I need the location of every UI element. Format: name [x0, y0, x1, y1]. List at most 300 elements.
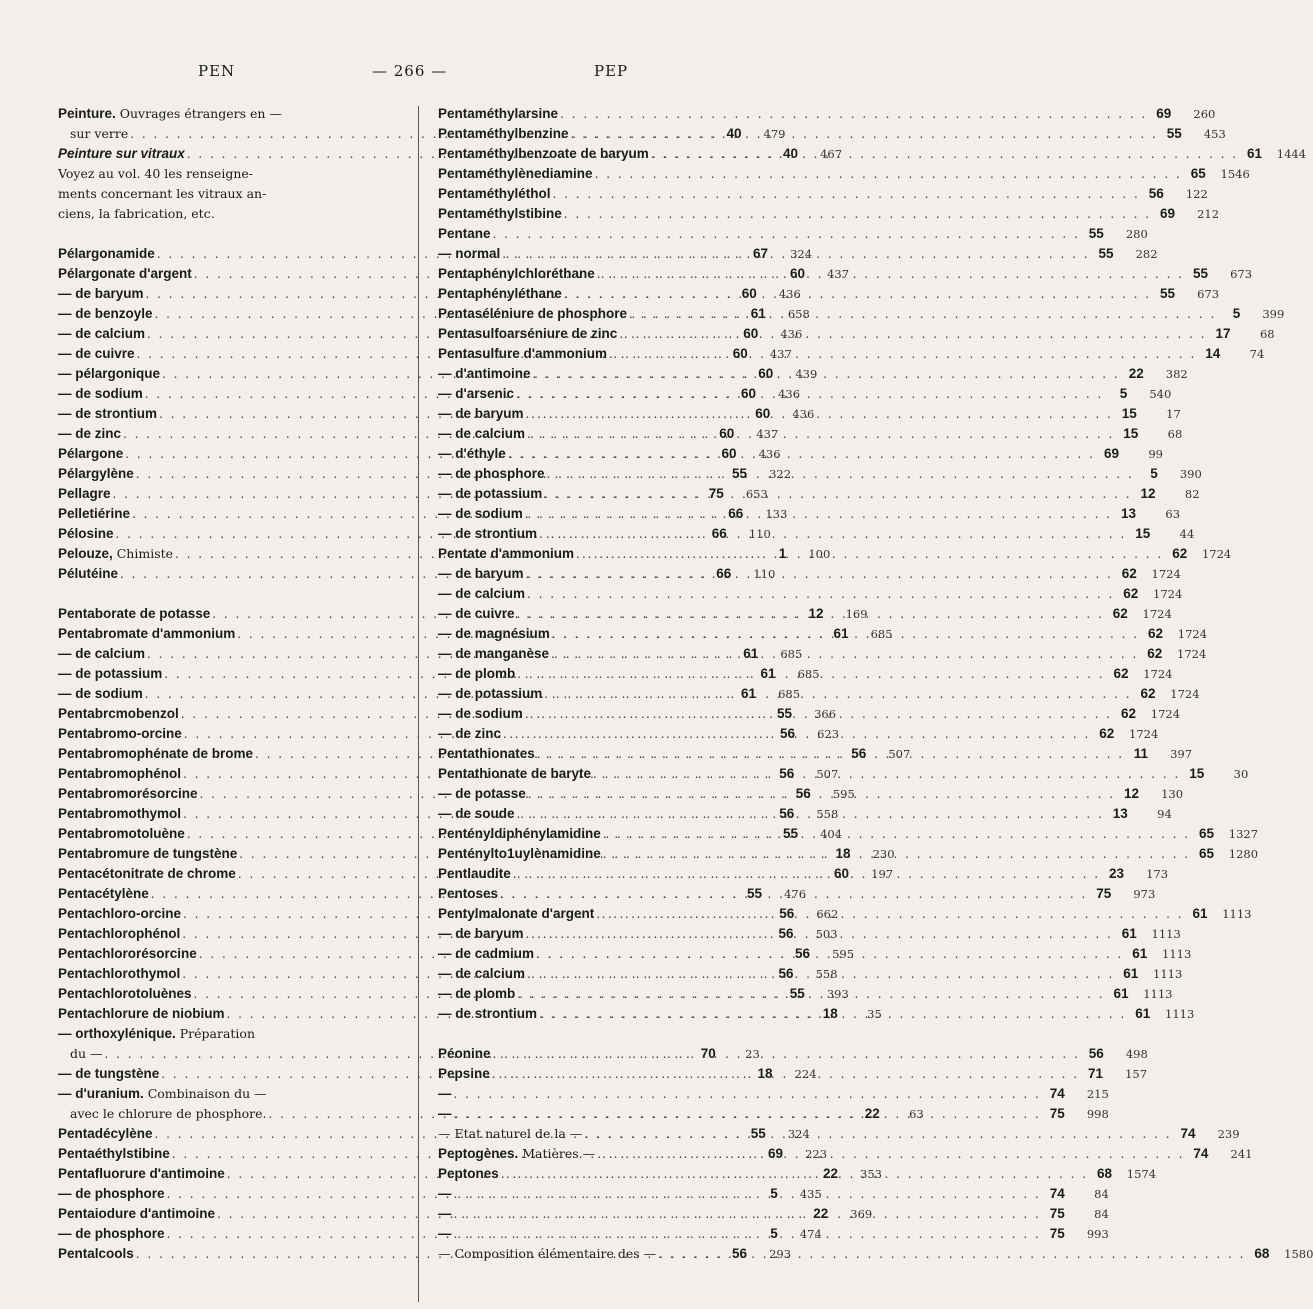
entry-term: — pélargonique [58, 366, 161, 381]
entry-term-wrap [58, 864, 236, 884]
entry-term-wrap [58, 464, 134, 484]
entry-term-wrap [58, 904, 181, 924]
entry-term-wrap [58, 764, 181, 784]
index-entry [438, 224, 1148, 244]
page-number: 1327 [1228, 827, 1259, 841]
volume-number: 70 [700, 1046, 716, 1061]
page-number: 474 [799, 1227, 822, 1241]
volume-number: 55 [1193, 266, 1209, 281]
entry-term-wrap [58, 304, 153, 324]
page-number: 215 [1086, 1087, 1109, 1101]
volume-number: 62 [1121, 566, 1137, 581]
volume-number: 12 [1140, 486, 1156, 501]
entry-term-wrap [438, 1104, 452, 1124]
volume-number: 60 [834, 866, 850, 881]
page-number: 439 [795, 367, 818, 381]
entry-term: — de calcium [438, 966, 526, 981]
page-number: 1280 [1228, 847, 1259, 861]
volume-number: 69 [1103, 446, 1119, 461]
page-number: 685 [870, 627, 893, 641]
page-number: 1113 [1153, 967, 1183, 981]
entry-term-wrap [58, 1104, 267, 1124]
page-number: 1724 [1177, 627, 1208, 641]
entry-term: Pélutéine [58, 566, 119, 581]
entry-term-wrap [58, 264, 192, 284]
page-number: 1113 [1143, 987, 1173, 1001]
entry-term-wrap [438, 984, 515, 1004]
dot-leader [517, 604, 1104, 624]
dot-leader [564, 204, 1151, 224]
entry-term: Peptones [438, 1166, 499, 1181]
volume-number: 74 [1049, 1086, 1065, 1101]
volume-number: 55 [777, 706, 793, 721]
entry-term: — orthoxylénique. [58, 1026, 176, 1041]
page-number: 63 [909, 1107, 924, 1121]
volume-number: 22 [822, 1166, 838, 1181]
page-number: 1724 [1170, 687, 1200, 701]
entry-term-wrap [438, 484, 542, 504]
entry-term: Pentachlororésorcine [58, 946, 197, 961]
dot-leader [539, 524, 1126, 544]
volume-number: 55 [1098, 246, 1114, 261]
note-line: Voyez au vol. 40 les renseigne- [58, 166, 254, 181]
dot-leader [526, 564, 1113, 584]
page-number: 324 [790, 247, 813, 261]
volume-number: 40 [726, 126, 742, 141]
page-number: 382 [1165, 367, 1188, 381]
volume-number: 61 [1247, 146, 1263, 161]
entry-term: Pentane [438, 226, 491, 241]
entry-term-wrap [438, 164, 593, 184]
entry-term-wrap [58, 324, 145, 344]
entry-term: — de cuivre [58, 346, 135, 361]
entry-term: Pentaéthylstibine [58, 1146, 170, 1161]
dot-leader [571, 124, 1158, 144]
header-right: PEP [594, 62, 629, 80]
entry-term-wrap [438, 1204, 452, 1224]
page-number: 369 [850, 1207, 873, 1221]
page-number: 1724 [1150, 707, 1181, 721]
entry-term: — de baryum [438, 566, 524, 581]
dot-leader [603, 824, 1190, 844]
entry-term-wrap [438, 524, 537, 544]
index-entry [438, 104, 1216, 124]
dot-leader [454, 1224, 1041, 1244]
page-number: 673 [1197, 287, 1220, 301]
page-number: 998 [1086, 1107, 1109, 1121]
entry-term: Pentacétylène [58, 886, 149, 901]
dot-leader [629, 304, 1216, 324]
volume-number: 56 [779, 766, 795, 781]
entry-term-wrap [438, 804, 515, 824]
entry-term-wrap [58, 804, 181, 824]
dot-leader [596, 904, 1183, 924]
index-entry [438, 524, 1195, 544]
entry-term-wrap [438, 1164, 499, 1184]
entry-term: Pelouze, [58, 546, 113, 561]
page-number: 653 [745, 487, 768, 501]
entry-term: — de potassium [438, 686, 543, 701]
volume-number: 15 [1123, 426, 1139, 441]
page-number: 197 [871, 867, 894, 881]
index-entry [438, 424, 1183, 444]
entry-term-wrap [438, 864, 511, 884]
dot-leader [539, 1004, 1126, 1024]
index-entry [438, 484, 1200, 504]
column-divider [418, 106, 419, 1302]
entry-term: — d'éthyle [438, 446, 506, 461]
note-line: ments concernant les vitraux an- [58, 186, 267, 201]
dot-leader [603, 844, 1190, 864]
page-number: 122 [1185, 187, 1208, 201]
entry-term: — de baryum [58, 286, 144, 301]
dot-leader [536, 944, 1123, 964]
entry-term: Pentabromophénate de brome [58, 746, 254, 761]
entry-term-wrap [438, 364, 530, 384]
volume-number: 55 [783, 826, 799, 841]
volume-number: 62 [1172, 546, 1188, 561]
volume-number: 75 [1049, 1106, 1065, 1121]
page-number: 324 [787, 1127, 810, 1141]
entry-term: — de magnésium [438, 626, 550, 641]
volume-number: 11 [1133, 746, 1149, 761]
entry-term-wrap [438, 264, 595, 284]
entry-term: — [438, 1206, 452, 1221]
entry-term: — de strontium [438, 1006, 538, 1021]
page-number: 30 [1233, 767, 1249, 781]
entry-term: Pentabromo-orcine [58, 726, 182, 741]
entry-description: Ouvrages étrangers en — [115, 106, 282, 121]
entry-term-wrap [58, 924, 180, 944]
entry-term-wrap [438, 1124, 582, 1144]
entry-term: Pentaméthylènediamine [438, 166, 593, 181]
page-number: 973 [1133, 887, 1156, 901]
volume-number: 60 [755, 406, 771, 421]
volume-number: 13 [1112, 806, 1128, 821]
volume-number: 61 [1113, 986, 1129, 1001]
entry-term-wrap [58, 984, 192, 1004]
entry-term-wrap [438, 644, 549, 664]
entry-term-wrap [58, 144, 185, 164]
volume-number: 61 [1121, 926, 1137, 941]
dot-leader [532, 364, 1119, 384]
page-number: 1113 [1151, 927, 1181, 941]
entry-term: Pentachloro-orcine [58, 906, 182, 921]
entry-term-wrap [438, 584, 525, 604]
entry-term-wrap [438, 704, 523, 724]
page-number: 366 [814, 707, 837, 721]
volume-number: 17 [1215, 326, 1231, 341]
entry-term-wrap [438, 244, 500, 264]
volume-number: 15 [1135, 526, 1151, 541]
entry-term-wrap [58, 344, 135, 364]
dot-leader [544, 484, 1131, 504]
volume-number: 60 [743, 326, 759, 341]
entry-term: — d'antimoine [438, 366, 531, 381]
entry-term-wrap [58, 564, 118, 584]
entry-term: Péonine [438, 1046, 491, 1061]
entry-term-wrap [438, 504, 523, 524]
page-number: 540 [1149, 387, 1172, 401]
page-number: 404 [820, 827, 843, 841]
dot-leader [560, 104, 1147, 124]
entry-term: Pélargonate d'argent [58, 266, 192, 281]
entry-term-wrap [58, 964, 180, 984]
entry-description: Matières — [518, 1146, 596, 1161]
page-number: 212 [1197, 207, 1220, 221]
page-number: 293 [769, 1247, 792, 1261]
index-entry-heading [58, 1084, 382, 1104]
dot-leader [517, 984, 1104, 1004]
volume-number: 61 [743, 646, 759, 661]
entry-description: Combinaison du — [143, 1086, 267, 1101]
entry-term-wrap [438, 884, 498, 904]
entry-term: Pentasulfoarséniure de zinc [438, 326, 618, 341]
index-entry [438, 444, 1163, 464]
entry-term-wrap [438, 624, 550, 644]
entry-term-wrap [438, 724, 501, 744]
entry-term: Pentate d'ammonium [438, 546, 574, 561]
entry-term: Pentabromate d'ammonium [58, 626, 236, 641]
entry-term-wrap [58, 124, 128, 144]
entry-term: Pentaméthyléthol [438, 186, 551, 201]
page-number: 1574 [1126, 1167, 1157, 1181]
entry-term-wrap [58, 624, 235, 644]
entry-term: — de phosphore [58, 1226, 165, 1241]
page-number: 241 [1230, 1147, 1253, 1161]
entry-term-wrap [58, 1064, 159, 1084]
entry-term: — de baryum [438, 926, 524, 941]
volume-number: 61 [1135, 1006, 1151, 1021]
index-entry [58, 1104, 924, 1124]
entry-term-wrap [438, 284, 562, 304]
entry-term-wrap [438, 204, 562, 224]
page-number: 685 [780, 647, 803, 661]
dot-leader [526, 404, 1113, 424]
page-number: 507 [816, 767, 839, 781]
entry-term: — de calcium [58, 326, 146, 341]
page-number: 23 [745, 1047, 760, 1061]
entry-description: avec le chlorure de phosphore. [70, 1106, 267, 1121]
entry-term-wrap [438, 144, 649, 164]
dot-leader [513, 864, 1100, 884]
entry-term-wrap [58, 704, 179, 724]
volume-number: 56 [732, 1246, 748, 1261]
page-number: 322 [769, 467, 792, 481]
entry-term-wrap [438, 1244, 656, 1264]
entry-term-wrap [438, 324, 617, 344]
entry-term-wrap [438, 844, 601, 864]
page-number: 1724 [1201, 547, 1232, 561]
volume-number: 56 [779, 806, 795, 821]
page-number: 282 [1135, 247, 1158, 261]
entry-term-wrap [438, 544, 574, 564]
page-number: 558 [816, 807, 839, 821]
volume-number: 1 [778, 546, 787, 561]
running-header [0, 62, 800, 86]
entry-term: — [438, 1086, 452, 1101]
dot-leader [501, 1164, 1088, 1184]
volume-number: 75 [1049, 1226, 1065, 1241]
dot-leader [551, 644, 1138, 664]
page-number: 230 [872, 847, 895, 861]
page-number: 1113 [1162, 947, 1192, 961]
volume-number: 61 [833, 626, 849, 641]
volume-number: 18 [757, 1066, 773, 1081]
entry-term: — de strontium [58, 406, 158, 421]
volume-number: 65 [1199, 826, 1215, 841]
page-number: 436 [792, 407, 815, 421]
entry-term: Pentasulfure d'ammonium [438, 346, 607, 361]
entry-term-wrap [438, 784, 526, 804]
entry-term-wrap [58, 884, 149, 904]
volume-number: 40 [783, 146, 799, 161]
page-number: 260 [1193, 107, 1216, 121]
dot-leader [576, 544, 1163, 564]
volume-number: 56 [795, 786, 811, 801]
page-number: 685 [778, 687, 801, 701]
entry-term-wrap [58, 1224, 165, 1244]
entry-term: Pentaborate de potasse [58, 606, 211, 621]
dot-leader [593, 764, 1180, 784]
entry-term-wrap [58, 644, 145, 664]
page-number: 436 [758, 447, 781, 461]
page-number: 17 [1166, 407, 1181, 421]
volume-number: 69 [768, 1146, 784, 1161]
volume-number: 61 [760, 666, 776, 681]
entry-term: — de baryum [438, 406, 524, 421]
entry-term-wrap [438, 1084, 452, 1104]
entry-term: — normal [438, 246, 501, 261]
entry-term: Pentaphénylchloréthane [438, 266, 595, 281]
volume-number: 55 [1160, 286, 1176, 301]
entry-term: Pentachlorothymol [58, 966, 181, 981]
volume-number: 55 [1088, 226, 1104, 241]
index-entry [58, 1184, 822, 1204]
volume-number: 61 [1192, 906, 1208, 921]
volume-number: 56 [779, 906, 795, 921]
volume-number: 66 [711, 526, 727, 541]
entry-term: Pélargylène [58, 466, 134, 481]
volume-number: 22 [813, 1206, 829, 1221]
entry-term: — de calcium [58, 646, 146, 661]
page-number: 507 [888, 747, 911, 761]
volume-number: 60 [741, 386, 757, 401]
section-gap [438, 1024, 773, 1044]
volume-number: 62 [1113, 666, 1129, 681]
dot-leader [658, 1244, 1245, 1264]
page-number: 35 [867, 1007, 882, 1021]
entry-term-wrap [58, 1044, 103, 1064]
entry-term: Pentaphényléthane [438, 286, 562, 301]
entry-term-wrap [438, 464, 545, 484]
entry-term: Pentathionate de baryte [438, 766, 592, 781]
entry-term-wrap [438, 344, 607, 364]
entry-term-wrap [438, 184, 551, 204]
volume-number: 56 [778, 966, 794, 981]
dot-leader [553, 184, 1140, 204]
entry-term-wrap [58, 504, 130, 524]
entry-term: — de cuivre [438, 606, 515, 621]
page-number: 94 [1157, 807, 1172, 821]
dot-leader [517, 804, 1104, 824]
volume-number: 66 [716, 566, 732, 581]
volume-number: 60 [732, 346, 748, 361]
volume-number: 15 [1189, 766, 1205, 781]
entry-term-wrap [58, 724, 182, 744]
entry-term-wrap [438, 744, 535, 764]
dot-leader [547, 464, 1134, 484]
page-number: 595 [832, 787, 855, 801]
page-number: 993 [1086, 1227, 1109, 1241]
volume-number: 62 [1148, 626, 1164, 641]
page-number: 1444 [1276, 147, 1307, 161]
entry-term-wrap [438, 664, 515, 684]
volume-number: 23 [1109, 866, 1125, 881]
entry-term: — de potassium [58, 666, 163, 681]
entry-term: Pellagre [58, 486, 111, 501]
page-number: 133 [765, 507, 788, 521]
entry-term: Pentaméthylbenzine [438, 126, 569, 141]
dot-leader [564, 284, 1151, 304]
entry-term: Pentabromothymol [58, 806, 182, 821]
volume-number: 60 [789, 266, 806, 281]
entry-term: — de potassium [438, 486, 543, 501]
entry-description: Chimiste [112, 546, 174, 561]
header-left: PEN [198, 62, 236, 80]
page-number: 397 [1170, 747, 1193, 761]
page-number: 68 [1167, 427, 1183, 441]
entry-term: Pentabrcmobenzol [58, 706, 179, 721]
entry-term-wrap [438, 104, 558, 124]
dot-leader [503, 724, 1090, 744]
volume-number: 55 [732, 466, 748, 481]
page-number: 436 [780, 327, 803, 341]
entry-term: Pentabromophénol [58, 766, 182, 781]
entry-term-wrap [58, 444, 123, 464]
entry-term: Pentalcools [58, 1246, 134, 1261]
page-number: 390 [1179, 467, 1202, 481]
dot-leader [597, 264, 1184, 284]
entry-term-wrap [438, 1004, 537, 1024]
entry-term: — [438, 1186, 452, 1201]
index-entry [438, 1044, 1148, 1064]
entry-term-wrap [58, 844, 237, 864]
note-line: ciens, la fabrication, etc. [58, 206, 215, 221]
index-entry [438, 564, 1181, 584]
entry-term: — de plomb [438, 666, 516, 681]
page-number: 503 [815, 927, 838, 941]
entry-term-wrap [438, 224, 491, 244]
entry-term: — de sodium [58, 686, 143, 701]
volume-number: 60 [741, 286, 757, 301]
volume-number: 60 [758, 366, 774, 381]
entry-term: — de soude [438, 806, 515, 821]
entry-term-wrap [438, 564, 524, 584]
entry-term-wrap [438, 124, 569, 144]
entry-term-wrap [58, 1164, 225, 1184]
entry-term: Pentaméthylarsine [438, 106, 559, 121]
dot-leader [492, 1064, 1079, 1084]
volume-number: 74 [1193, 1146, 1209, 1161]
entry-term: — de cadmium [438, 946, 535, 961]
entry-term-wrap [438, 1044, 491, 1064]
page-number: 1724 [1153, 587, 1183, 601]
page-number: 435 [799, 1187, 822, 1201]
page-number: 224 [794, 1067, 817, 1081]
volume-number: 69 [1160, 206, 1176, 221]
volume-number: 62 [1112, 606, 1128, 621]
